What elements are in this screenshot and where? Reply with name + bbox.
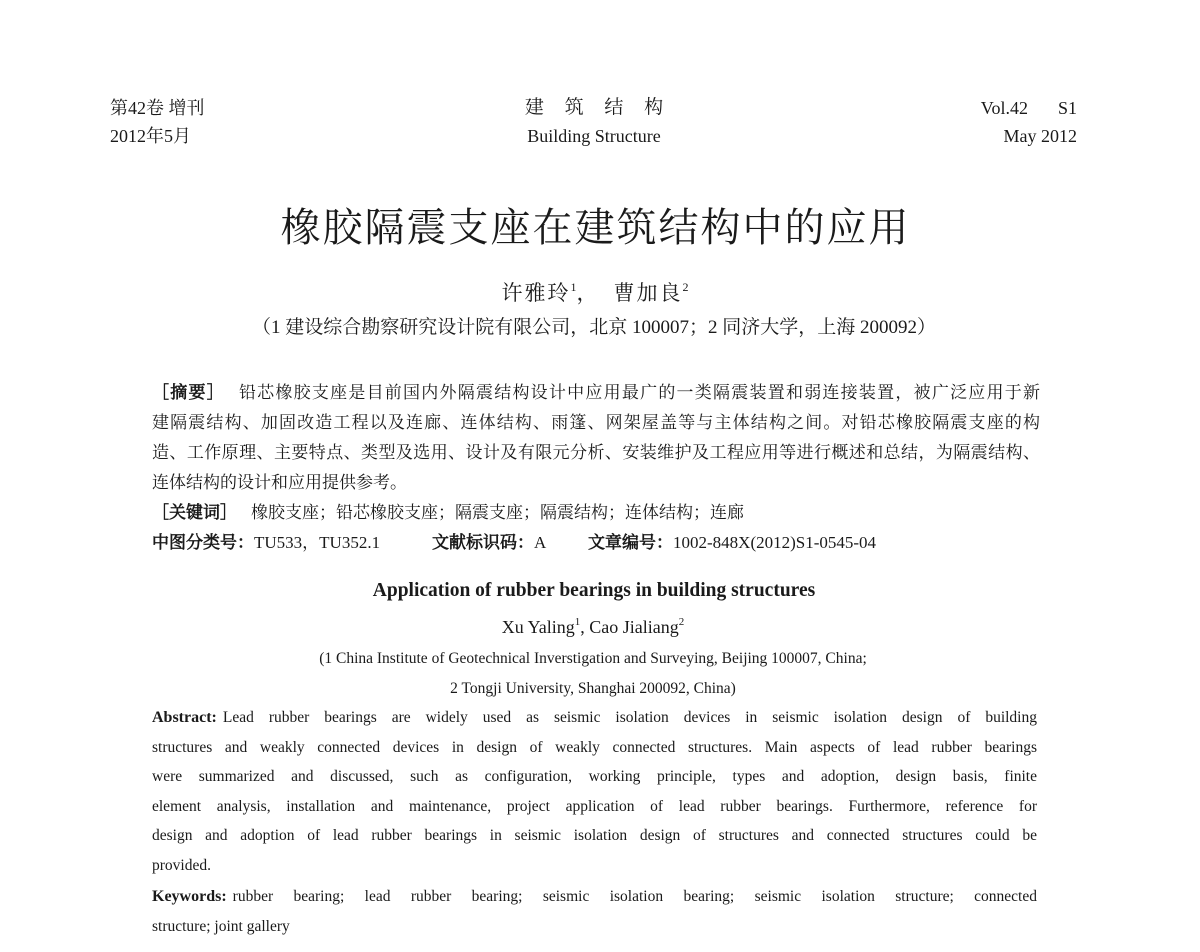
keywords-en-line bbox=[152, 882, 1037, 912]
volume-en: Vol.42 bbox=[980, 98, 1028, 118]
document-code bbox=[432, 528, 546, 558]
affiliation-en-line: (1 China Institute of Geotechnical Inverstigation and Surveying, Beijing 100007, China; bbox=[319, 650, 867, 667]
abstract-cn-text: 铅芯橡胶支座是目前国内外隔震结构设计中应用最广的一类隔震装置和弱连接装置，被广泛应用于新 bbox=[238, 383, 1040, 402]
article-number-label: 文章编号： bbox=[588, 533, 673, 553]
author-affil-mark: 1 bbox=[570, 280, 577, 294]
header-right bbox=[981, 94, 1077, 150]
header-left bbox=[110, 94, 205, 150]
abstract-cn-label: ［摘要］ bbox=[152, 383, 225, 403]
authors-cn bbox=[0, 278, 1190, 308]
issue-en: S1 bbox=[1057, 98, 1077, 118]
document-code-label: 文献标识码： bbox=[432, 533, 534, 553]
keywords-en-text: rubber bearing; lead rubber bearing; seismic isolation bearing; seismic isolation structure; connected bbox=[232, 888, 1037, 905]
abstract-en-label: Abstract: bbox=[152, 709, 217, 726]
keywords-en bbox=[152, 882, 1037, 941]
keywords-en-label: Keywords: bbox=[152, 888, 227, 905]
author-separator: ， bbox=[576, 281, 600, 305]
affiliation-en bbox=[0, 644, 1186, 703]
article-number-value: 1002-848X(2012)S1-0545-04 bbox=[673, 533, 877, 552]
affiliation-cn: （1 建设综合勘察研究设计院有限公司，北京 100007；2 同济大学，上海 200092） bbox=[251, 317, 936, 338]
abstract-en-text: Lead rubber bearings are widely used as seismic isolation devices in seismic isolation design of building bbox=[222, 709, 1037, 726]
abstract-cn-line bbox=[152, 378, 1040, 408]
author-affil-mark: 1 bbox=[574, 616, 581, 628]
author-name: 许雅玲 bbox=[501, 281, 571, 305]
abstract-cn-line: 建隔震结构、加固改造工程以及连廊、连体结构、雨篷、网架屋盖等与主体结构之间。对铅芯橡胶隔震支座的构 bbox=[152, 413, 1040, 432]
abstract-cn-line: 连体结构的设计和应用提供参考。 bbox=[152, 473, 407, 492]
author-affil-mark: 2 bbox=[682, 280, 689, 294]
keywords-en-line: structure; joint gallery bbox=[152, 917, 290, 935]
abstract-en-line: provided. bbox=[152, 856, 211, 874]
affiliation-en-line: 2 Tongji University, Shanghai 200092, China) bbox=[450, 679, 736, 697]
clc-label: 中图分类号： bbox=[152, 533, 254, 553]
date-cn: 2012年5月 bbox=[110, 126, 191, 146]
header-center bbox=[444, 94, 744, 150]
journal-name-cn: 建 筑 结 构 bbox=[524, 97, 664, 118]
abstract-en-line bbox=[152, 703, 1037, 733]
paper-title-cn: 橡胶隔震支座在建筑结构中的应用 bbox=[280, 205, 911, 250]
author-name: Cao Jialiang bbox=[589, 617, 679, 637]
volume-issue-en bbox=[981, 94, 1077, 122]
document-code-value: A bbox=[534, 533, 547, 552]
authors-en bbox=[0, 612, 1186, 642]
date-en: May 2012 bbox=[1003, 126, 1077, 146]
abstract-cn-line: 造、工作原理、主要特点、类型及选用、设计及有限元分析、安装维护及工程应用等进行概述和总结，为隔震结构、 bbox=[152, 443, 1040, 462]
journal-name-en: Building Structure bbox=[527, 126, 661, 146]
classification-line bbox=[152, 528, 1040, 558]
author-affil-mark: 2 bbox=[678, 616, 685, 628]
keywords-cn-line bbox=[152, 498, 1040, 528]
article-number bbox=[588, 528, 876, 558]
clc-value: TU533，TU352.1 bbox=[254, 533, 381, 552]
abstract-en-line: were summarized and discussed, such as configuration, working principle, types and adoption, design basis, finite bbox=[152, 768, 1037, 786]
author-separator: , bbox=[580, 617, 590, 637]
clc-number bbox=[152, 528, 380, 558]
paper-title-en: Application of rubber bearings in building structures bbox=[372, 580, 816, 601]
author-name: Xu Yaling bbox=[501, 617, 575, 637]
abstract-en-line: element analysis, installation and maintenance, project application of lead rubber bearings. Furthermore, reference for bbox=[152, 797, 1037, 815]
abstract-cn bbox=[152, 378, 1040, 498]
abstract-en-line: structures and weakly connected devices in design of weakly connected structures. Main aspects of lead rubber bearings bbox=[152, 738, 1037, 756]
keywords-cn-label: ［关键词］ bbox=[152, 503, 237, 523]
abstract-en bbox=[152, 703, 1037, 881]
keywords-cn bbox=[152, 498, 1040, 528]
keywords-cn-text: 橡胶支座；铅芯橡胶支座；隔震支座；隔震结构；连体结构；连廊 bbox=[251, 503, 744, 522]
volume-issue-cn: 第42卷 增刊 bbox=[110, 98, 205, 118]
abstract-en-line: design and adoption of lead rubber bearings in seismic isolation design of structures and connected structures could be bbox=[152, 827, 1037, 845]
author-name: 曹加良 bbox=[613, 281, 683, 305]
